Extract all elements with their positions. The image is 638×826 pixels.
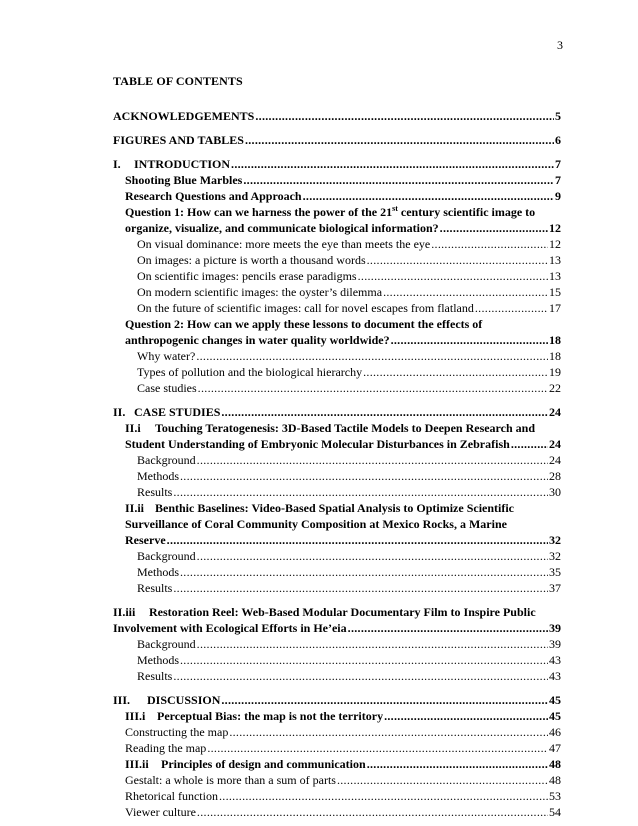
toc-entry-case-i-line-1[interactable]: II.i Touching Teratogenesis: 3D-Based Tactile Models to Deepen Research and [125, 421, 536, 435]
toc-entry-discussion-ii-item[interactable]: Viewer culture ..... 54 [113, 804, 561, 820]
toc-entry-case-ii-line-2[interactable]: Surveillance of Coral Community Composition at Mexico Rocks, a Marine [125, 517, 507, 531]
toc-entry-case-i[interactable]: Student Understanding of Embryonic Molecular Disturbances in Zebrafish ..... 24 [113, 436, 561, 452]
toc-entry-research-questions[interactable]: Research Questions and Approach ..... 9 [113, 188, 561, 204]
dot-leader [431, 236, 548, 252]
toc-entry-case-studies[interactable]: II. CASE STUDIES ..... 24 [113, 404, 561, 420]
dot-leader [367, 756, 548, 772]
dot-leader [180, 652, 548, 668]
dot-leader [440, 220, 548, 236]
toc-entry-case-ii-item[interactable]: Results ..... 37 [113, 580, 561, 596]
toc-entry-case-iii-item[interactable]: Results ..... 43 [113, 668, 561, 684]
toc-entry-discussion[interactable]: III. DISCUSSION ..... 45 [113, 692, 561, 708]
toc-entry-acknowledgements[interactable]: ACKNOWLEDGEMENTS ..... 5 [113, 108, 561, 124]
toc-entry-q2-item[interactable]: Types of pollution and the biological hierarchy ..... 19 [113, 364, 561, 380]
dot-leader [207, 740, 548, 756]
dot-leader [173, 484, 548, 500]
dot-leader [475, 300, 548, 316]
toc-entry-discussion-ii-item[interactable]: Gestalt: a whole is more than a sum of parts ..... 48 [113, 772, 561, 788]
toc-entry-case-iii-line-1[interactable]: II.iii Restoration Reel: Web-Based Modular Documentary Film to Inspire Public [113, 605, 536, 619]
dot-leader [231, 156, 554, 172]
toc-entry-case-i-item[interactable]: Background ..... 24 [113, 452, 561, 468]
dot-leader [173, 580, 548, 596]
dot-leader [197, 636, 548, 652]
dot-leader [196, 348, 548, 364]
toc-entry-discussion-ii-item[interactable]: Rhetorical function ..... 53 [113, 788, 561, 804]
dot-leader [197, 804, 548, 820]
dot-leader [167, 532, 548, 548]
dot-leader [348, 620, 548, 636]
toc-entry-question-1[interactable]: organize, visualize, and communicate biological information? ..... 12 [113, 220, 561, 236]
dot-leader [363, 364, 548, 380]
dot-leader [303, 188, 554, 204]
toc-entry-question-2[interactable]: anthropogenic changes in water quality worldwide? ..... 18 [113, 332, 561, 348]
toc-entry-q1-item[interactable]: On visual dominance: more meets the eye than meets the eye ..... 12 [113, 236, 561, 252]
toc-entry-question-2-line-1[interactable]: Question 2: How can we apply these lessons to document the effects of [125, 317, 483, 331]
toc-entry-discussion-i-item[interactable]: Reading the map ..... 47 [113, 740, 561, 756]
toc-entry-case-i-item[interactable]: Methods ..... 28 [113, 468, 561, 484]
dot-leader [384, 708, 548, 724]
toc-title: TABLE OF CONTENTS [113, 74, 243, 88]
toc-entry-q1-item[interactable]: On the future of scientific images: call for novel escapes from flatland ..... 17 [113, 300, 561, 316]
dot-leader [198, 380, 548, 396]
dot-leader [367, 252, 548, 268]
dot-leader [180, 468, 548, 484]
toc-entry-q1-item[interactable]: On modern scientific images: the oyster’s dilemma ..... 15 [113, 284, 561, 300]
dot-leader [221, 692, 548, 708]
toc-entry-q2-item[interactable]: Why water? ..... 18 [113, 348, 561, 364]
toc-entry-q1-item[interactable]: On scientific images: pencils erase paradigms ..... 13 [113, 268, 561, 284]
dot-leader [358, 268, 548, 284]
dot-leader [383, 284, 548, 300]
dot-leader [255, 108, 554, 124]
dot-leader [221, 404, 548, 420]
dot-leader [511, 436, 548, 452]
dot-leader [180, 564, 548, 580]
toc-entry-q1-item[interactable]: On images: a picture is worth a thousand words ..... 13 [113, 252, 561, 268]
toc-entry-case-ii-line-1[interactable]: II.ii Benthic Baselines: Video-Based Spatial Analysis to Optimize Scientific [125, 501, 515, 515]
toc-entry-case-ii[interactable]: Reserve ..... 32 [113, 532, 561, 548]
dot-leader [197, 548, 548, 564]
toc-entry-case-iii-item[interactable]: Background ..... 39 [113, 636, 561, 652]
toc-entry-case-ii-item[interactable]: Methods ..... 35 [113, 564, 561, 580]
toc-entry-case-iii-item[interactable]: Methods ..... 43 [113, 652, 561, 668]
toc-entry-figures[interactable]: FIGURES AND TABLES ..... 6 [113, 132, 561, 148]
toc-entry-introduction[interactable]: I. INTRODUCTION ..... 7 [113, 156, 561, 172]
toc-entry-case-ii-item[interactable]: Background ..... 32 [113, 548, 561, 564]
toc-entry-blue-marbles[interactable]: Shooting Blue Marbles ..... 7 [113, 172, 561, 188]
dot-leader [229, 724, 548, 740]
toc-entry-question-1-line-1[interactable]: Question 1: How can we harness the power of the 21st century scientific image to [125, 204, 536, 219]
toc-entry-discussion-ii[interactable]: III.ii Principles of design and communication ..... 48 [113, 756, 561, 772]
dot-leader [219, 788, 548, 804]
dot-leader [337, 772, 548, 788]
toc-entry-discussion-i-item[interactable]: Constructing the map ..... 46 [113, 724, 561, 740]
page-number: 3 [557, 38, 563, 52]
dot-leader [197, 452, 548, 468]
dot-leader [245, 132, 554, 148]
toc-entry-case-i-item[interactable]: Results ..... 30 [113, 484, 561, 500]
toc-entry-case-iii[interactable]: Involvement with Ecological Efforts in He’eia ..... 39 [113, 620, 561, 636]
dot-leader [243, 172, 554, 188]
toc-entry-discussion-i[interactable]: III.i Perceptual Bias: the map is not the territory ..... 45 [113, 708, 561, 724]
dot-leader [391, 332, 548, 348]
table-of-contents [113, 108, 561, 820]
toc-entry-q2-item[interactable]: Case studies ..... 22 [113, 380, 561, 396]
dot-leader [173, 668, 548, 684]
